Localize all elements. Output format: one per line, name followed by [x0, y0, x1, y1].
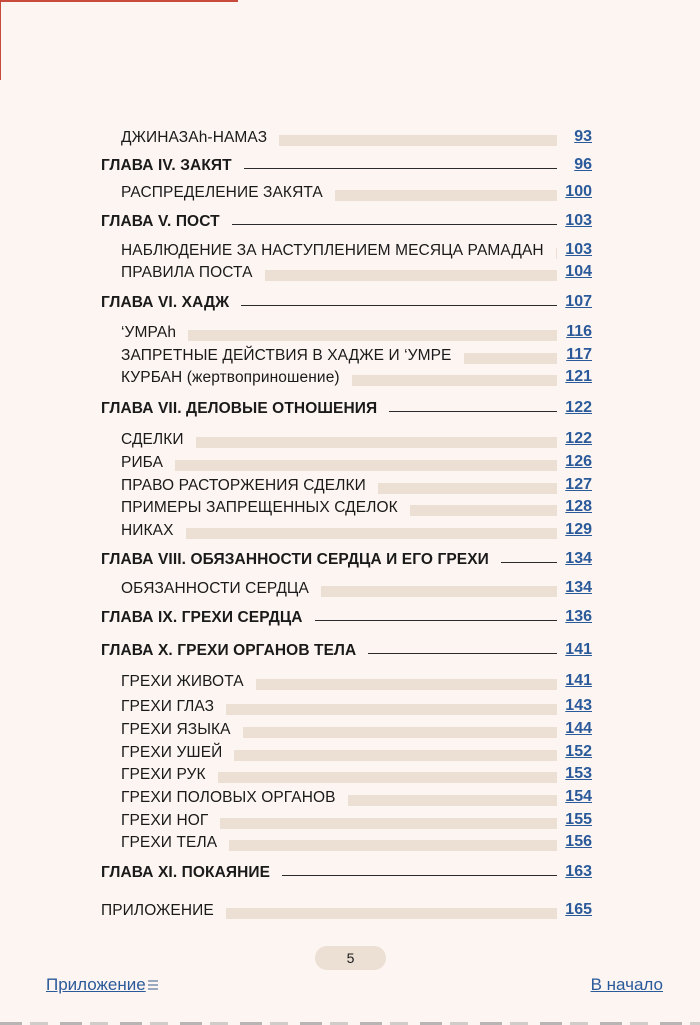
toc-row[interactable] — [0, 697, 700, 719]
toc-entry-label: ГРЕХИ ПОЛОВЫХ ОРГАНОВ — [121, 789, 336, 806]
toc-leader — [243, 727, 557, 738]
toc-leader — [232, 224, 557, 225]
toc-page-link[interactable]: 134 — [565, 579, 592, 596]
toc-row[interactable] — [0, 720, 700, 742]
toc-leader — [175, 460, 557, 471]
toc-row[interactable] — [0, 453, 700, 475]
appendix-link[interactable] — [46, 975, 158, 995]
toc-entry-label: ГРЕХИ РУК — [121, 766, 206, 783]
toc-leader — [188, 330, 557, 341]
toc-page-link[interactable]: 103 — [565, 241, 592, 258]
toc-page-link[interactable]: 152 — [565, 743, 592, 760]
toc-page-link[interactable]: 141 — [565, 672, 592, 689]
toc-entry-label: ПРАВО РАСТОРЖЕНИЯ СДЕЛКИ — [121, 477, 366, 494]
toc-page-link[interactable]: 126 — [565, 453, 592, 470]
menu-icon — [148, 979, 158, 991]
toc-page-link[interactable]: 122 — [565, 399, 592, 416]
toc-leader — [389, 411, 557, 412]
toc-row[interactable] — [0, 476, 700, 498]
edge-mark — [0, 0, 1, 80]
toc-page-link[interactable]: 154 — [565, 788, 592, 805]
toc-page-link[interactable]: 163 — [565, 863, 592, 880]
toc-leader — [352, 375, 557, 386]
toc-chapter-row[interactable] — [0, 641, 700, 663]
toc-row[interactable] — [0, 901, 700, 923]
toc-chapter-row[interactable] — [0, 156, 700, 178]
toc-page-link[interactable]: 122 — [565, 430, 592, 447]
toc-leader — [186, 528, 557, 539]
toc-leader — [315, 620, 557, 621]
toc-chapter-row[interactable] — [0, 608, 700, 630]
toc-row[interactable] — [0, 430, 700, 452]
toc-row[interactable] — [0, 521, 700, 543]
toc-leader — [378, 483, 557, 494]
toc-entry-label: ГЛАВА V. ПОСТ — [101, 213, 220, 230]
toc-leader — [229, 840, 557, 851]
toc-entry-label: ЗАПРЕТНЫЕ ДЕЙСТВИЯ В ХАДЖЕ И ‘УМРЕ — [121, 347, 452, 364]
toc-page-link[interactable]: 93 — [574, 128, 592, 145]
toc-entry-label: ГЛАВА IX. ГРЕХИ СЕРДЦА — [101, 609, 303, 626]
toc-leader — [348, 795, 557, 806]
toc-page-link[interactable]: 155 — [565, 811, 592, 828]
toc-row[interactable] — [0, 579, 700, 601]
toc-entry-label: ГРЕХИ УШЕЙ — [121, 744, 223, 761]
toc-entry-label: ГЛАВА VIII. ОБЯЗАННОСТИ СЕРДЦА И ЕГО ГРЕХИ — [101, 551, 489, 568]
toc-entry-label: ПРАВИЛА ПОСТА — [121, 264, 253, 281]
toc-page-link[interactable]: 156 — [565, 833, 592, 850]
page-number: 5 — [315, 946, 386, 970]
toc-row[interactable] — [0, 833, 700, 855]
toc-page-link[interactable]: 128 — [565, 498, 592, 515]
toc-page-link[interactable]: 107 — [565, 293, 592, 310]
toc-row[interactable] — [0, 128, 700, 150]
toc-leader — [464, 353, 557, 364]
toc-entry-label: ГРЕХИ ТЕЛА — [121, 834, 218, 851]
toc-row[interactable] — [0, 765, 700, 787]
toc-entry-label: РИБА — [121, 454, 164, 471]
toc-leader — [244, 168, 557, 169]
toc-row[interactable] — [0, 368, 700, 390]
toc-entry-label: ГЛАВА IV. ЗАКЯТ — [101, 157, 232, 174]
toc-row[interactable] — [0, 743, 700, 765]
toc-page-link[interactable]: 121 — [565, 368, 592, 385]
toc-entry-label: ДЖИНАЗАh-НАМАЗ — [121, 129, 268, 146]
toc-entry-label: ГРЕХИ ГЛАЗ — [121, 698, 215, 715]
to-start-link[interactable]: В начало — [590, 975, 663, 994]
toc-leader — [256, 679, 557, 690]
toc-page-link[interactable]: 117 — [566, 346, 592, 363]
toc-leader — [368, 653, 557, 654]
toc-entry-label: КУРБАН (жертвоприношение) — [121, 369, 340, 386]
toc-leader — [321, 586, 557, 597]
toc-leader — [279, 135, 557, 146]
toc-row[interactable] — [0, 672, 700, 694]
toc-row[interactable] — [0, 263, 700, 285]
toc-entry-label: ГЛАВА X. ГРЕХИ ОРГАНОВ ТЕЛА — [101, 642, 357, 659]
toc-row[interactable] — [0, 323, 700, 345]
toc-chapter-row[interactable] — [0, 550, 700, 572]
toc-leader — [234, 750, 557, 761]
toc-page-link[interactable]: 103 — [565, 212, 592, 229]
toc-row[interactable] — [0, 811, 700, 833]
toc-leader — [265, 270, 557, 281]
toc-page-link[interactable]: 129 — [565, 521, 592, 538]
toc-leader — [226, 704, 557, 715]
toc-chapter-row[interactable] — [0, 863, 700, 885]
toc-leader — [196, 437, 557, 448]
toc-leader — [220, 818, 557, 829]
toc-row[interactable] — [0, 183, 700, 205]
corner-mark — [0, 0, 238, 2]
toc-entry-label: РАСПРЕДЕЛЕНИЕ ЗАКЯТА — [121, 184, 323, 201]
toc-entry-label: ПРИМЕРЫ ЗАПРЕЩЕННЫХ СДЕЛОК — [121, 499, 398, 516]
toc-page-link[interactable]: 153 — [565, 765, 592, 782]
toc-leader — [501, 562, 557, 563]
toc-page-link[interactable]: 165 — [565, 901, 592, 918]
toc-entry-label: ПРИЛОЖЕНИЕ — [101, 902, 214, 919]
toc-row[interactable] — [0, 241, 700, 263]
toc-chapter-row[interactable] — [0, 212, 700, 234]
toc-row[interactable] — [0, 346, 700, 368]
toc-leader — [218, 772, 557, 783]
toc-entry-label: ГРЕХИ ЖИВОТА — [121, 673, 244, 690]
toc-page-link[interactable]: 134 — [565, 550, 592, 567]
toc-entry-label: НИКАХ — [121, 522, 174, 539]
toc-page-link[interactable]: 116 — [566, 323, 592, 340]
toc-entry-label: ГРЕХИ ЯЗЫКА — [121, 721, 231, 738]
toc-leader — [410, 505, 557, 516]
toc-chapter-row[interactable] — [0, 399, 700, 421]
toc-page-link[interactable]: 127 — [565, 476, 592, 493]
toc-page-link[interactable]: 144 — [565, 720, 592, 737]
toc-entry-label: ГЛАВА XI. ПОКАЯНИЕ — [101, 864, 271, 881]
toc-leader — [226, 908, 557, 919]
toc-entry-label: ‘УМРАh — [121, 324, 177, 341]
toc-leader — [241, 305, 557, 306]
toc-leader — [282, 875, 557, 876]
toc-page-link[interactable]: 143 — [565, 697, 592, 714]
toc-chapter-row[interactable] — [0, 293, 700, 315]
toc-page-link[interactable]: 141 — [565, 641, 592, 658]
toc-page-link[interactable]: 100 — [565, 183, 592, 200]
appendix-link-label: Приложение — [46, 975, 146, 994]
toc-row[interactable] — [0, 498, 700, 520]
toc-entry-label: ГРЕХИ НОГ — [121, 812, 209, 829]
toc-page-link[interactable]: 96 — [574, 156, 592, 173]
toc-row[interactable] — [0, 788, 700, 810]
toc-entry-label: ГЛАВА VI. ХАДЖ — [101, 294, 230, 311]
toc-page-link[interactable]: 136 — [565, 608, 592, 625]
toc-entry-label: НАБЛЮДЕНИЕ ЗА НАСТУПЛЕНИЕМ МЕСЯЦА РАМАДАН — [121, 242, 544, 259]
toc-page-link[interactable]: 104 — [565, 263, 592, 280]
toc-entry-label: ГЛАВА VII. ДЕЛОВЫЕ ОТНОШЕНИЯ — [101, 400, 378, 417]
toc-entry-label: СДЕЛКИ — [121, 431, 184, 448]
toc-leader — [335, 190, 557, 201]
toc-entry-label: ОБЯЗАННОСТИ СЕРДЦА — [121, 580, 309, 597]
